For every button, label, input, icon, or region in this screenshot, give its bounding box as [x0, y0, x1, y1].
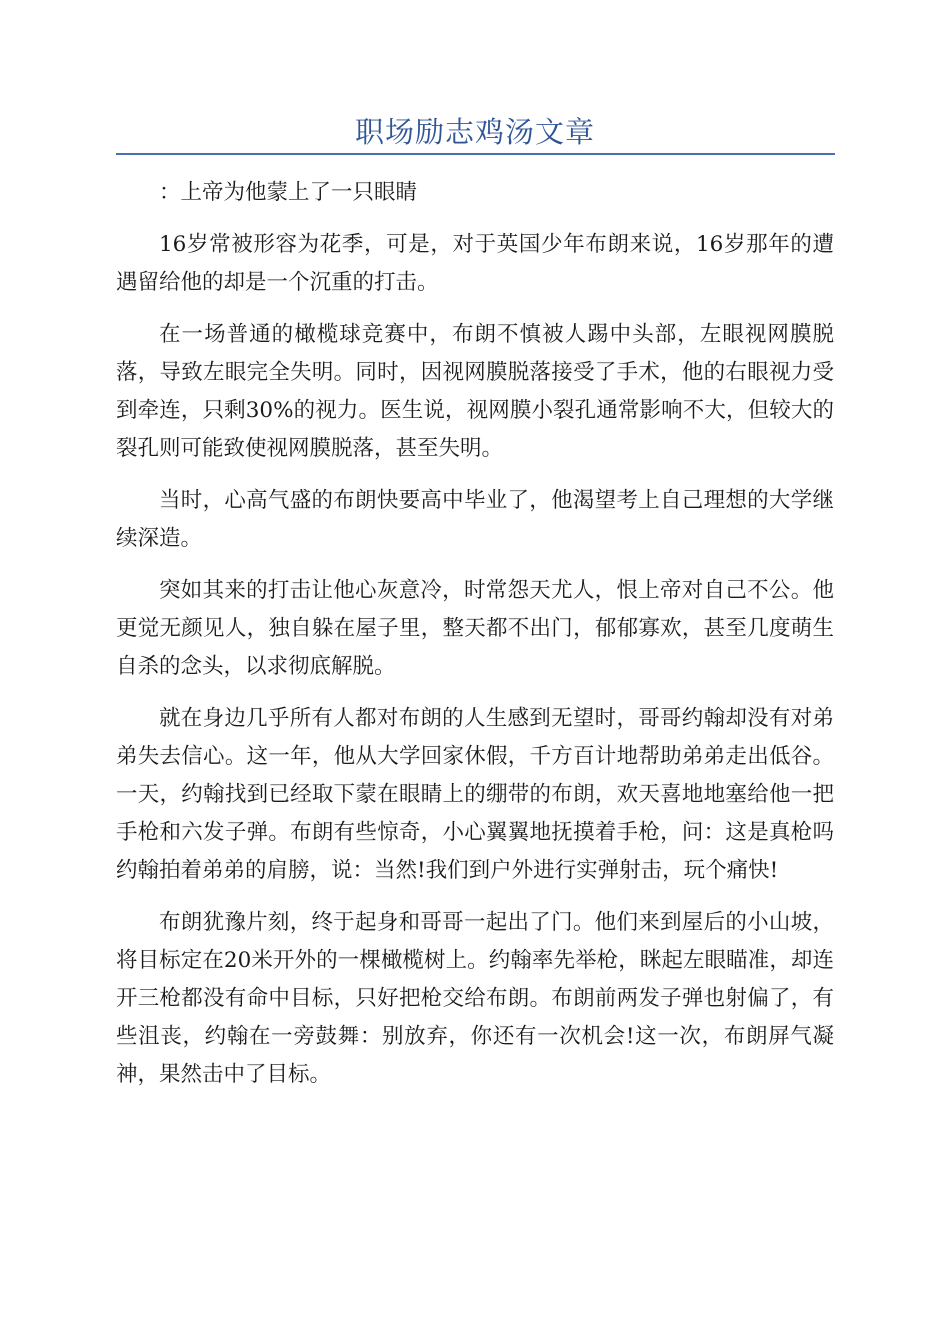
title-underline: [116, 153, 835, 155]
document-title: 职场励志鸡汤文章: [354, 115, 595, 149]
paragraph-subtitle: ：上帝为他蒙上了一只眼睛: [159, 180, 418, 205]
paragraph: 当时，心高气盛的布朗快要高中毕业了，他渴望考上自己理想的大学继续深造。: [116, 488, 834, 551]
paragraph: 就在身边几乎所有人都对布朗的人生感到无望时，哥哥约翰却没有对弟弟失去信心。这一年，他从大学回家休假，千方百计地帮助弟弟走出低谷。一天，约翰找到已经取下蒙在眼睛上的绷带的布朗，欢天喜地地塞给他一把手枪和六发子弹。布朗有些惊奇，小心翼翼地抚摸着手枪，问：这是真枪吗约翰拍着弟弟的肩膀，说：当然!我们到户外进行实弹射击，玩个痛快!: [116, 706, 834, 883]
paragraph: 16岁常被形容为花季，可是，对于英国少年布朗来说，16岁那年的遭遇留给他的却是一个沉重的打击。: [116, 232, 834, 295]
paragraph: 突如其来的打击让他心灰意冷，时常怨天尤人，恨上帝对自己不公。他更觉无颜见人，独自躲在屋子里，整天都不出门，郁郁寡欢，甚至几度萌生自杀的念头，以求彻底解脱。: [116, 578, 834, 679]
paragraph: 在一场普通的橄榄球竞赛中，布朗不慎被人踢中头部，左眼视网膜脱落，导致左眼完全失明。同时，因视网膜脱落接受了手术，他的右眼视力受到牵连，只剩30%的视力。医生说，视网膜小裂孔通常影响不大，但较大的裂孔则可能致使视网膜脱落，甚至失明。: [116, 322, 834, 461]
document-body: [116, 174, 834, 1108]
paragraph: 布朗犹豫片刻，终于起身和哥哥一起出了门。他们来到屋后的小山坡，将目标定在20米开外的一棵橄榄树上。约翰率先举枪，眯起左眼瞄准，却连开三枪都没有命中目标，只好把枪交给布朗。布朗前两发子弹也射偏了，有些沮丧，约翰在一旁鼓舞：别放弃，你还有一次机会!这一次，布朗屏气凝神，果然击中了目标。: [116, 910, 834, 1087]
